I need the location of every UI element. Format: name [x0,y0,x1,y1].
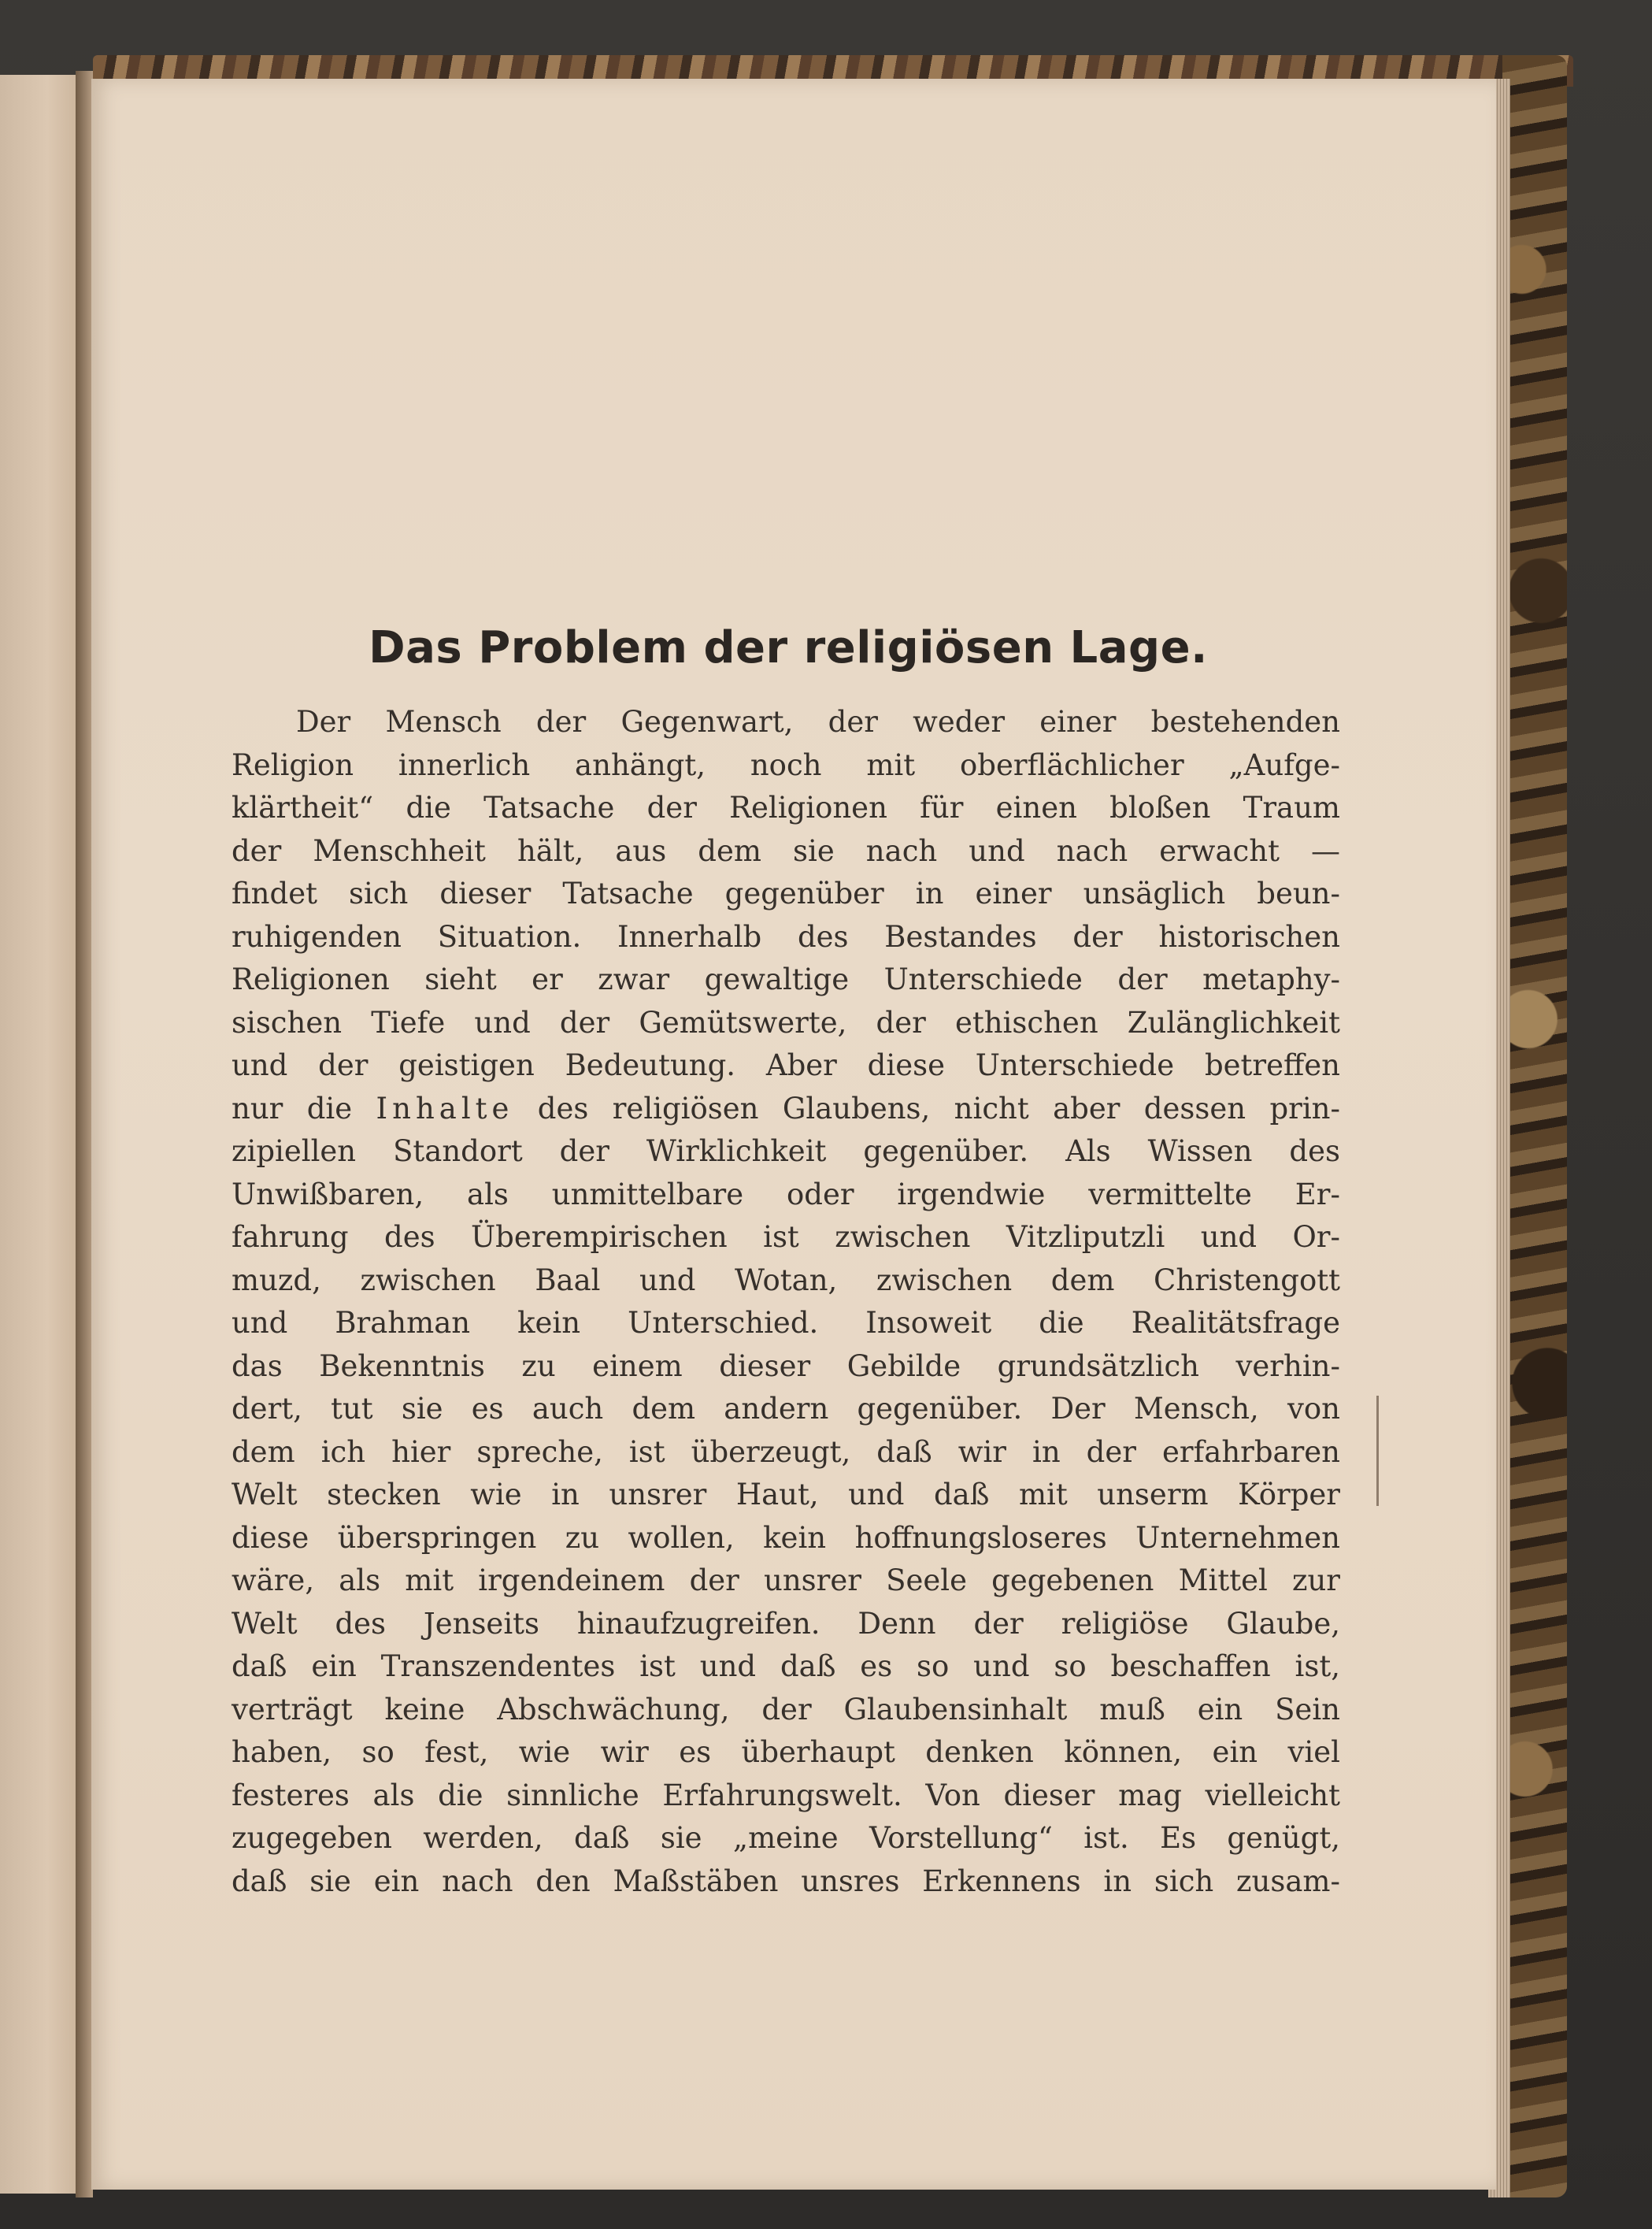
text-segment: nur die [232,1091,376,1126]
binding-gutter [76,71,93,2197]
text-line: muzd, zwischen Baal und Wotan, zwischen dem Christengott [232,1263,1340,1297]
text-segment: des religiösen Glaubens, nicht aber dessen prin- [513,1091,1340,1126]
text-line: fahrung des Überempirischen ist zwischen Vitzliputzli und Or- [232,1220,1340,1254]
text-line: daß sie ein nach den Maßstäben unsres Erkennens in sich zusam- [232,1864,1340,1898]
margin-pencil-mark [1376,1396,1379,1506]
text-line: Religion innerlich anhängt, noch mit oberflächlicher „Aufge- [232,747,1340,782]
text-line: festeres als die sinnliche Erfahrungswelt. Von dieser mag vielleicht [232,1778,1340,1812]
text-line: der Menschheit hält, aus dem sie nach und nach erwacht — [232,833,1340,868]
book-cover-marbled-edge [1502,55,1567,2197]
text-line: ruhigenden Situation. Innerhalb des Bestandes der historischen [232,919,1340,954]
body-text [232,701,1340,1903]
text-line-emphasis [232,1088,1340,1131]
text-line: das Bekenntnis zu einem dieser Gebilde grundsätzlich verhin- [232,1348,1340,1383]
text-line: und der geistigen Bedeutung. Aber diese Unterschiede betreffen [232,1048,1340,1082]
text-line: und Brahman kein Unterschied. Insoweit die Realitätsfrage [232,1306,1340,1340]
chapter-title: Das Problem der religiösen Lage. [369,622,1208,673]
text-line: Unwißbaren, als unmittelbare oder irgendwie vermittelte Er- [232,1177,1340,1211]
text-line: Der Mensch der Gegenwart, der weder einer bestehenden [296,705,1340,739]
text-line: findet sich dieser Tatsache gegenüber in einer unsäglich beun- [232,877,1340,911]
left-facing-page [0,75,80,2194]
emphasized-word: Inhalte [376,1091,514,1126]
text-line: haben, so fest, wie wir es überhaupt denken können, ein viel [232,1735,1340,1769]
text-line: wäre, als mit irgendeinem der unsrer Seele gegebenen Mittel zur [232,1563,1340,1597]
book-page [91,79,1496,2190]
text-line: dem ich hier spreche, ist überzeugt, daß wir in der erfahrbaren [232,1434,1340,1469]
text-line: zugegeben werden, daß sie „meine Vorstellung“ ist. Es genügt, [232,1821,1340,1855]
text-line: Welt stecken wie in unsrer Haut, und daß mit unserm Körper [232,1478,1340,1511]
text-line: dert, tut sie es auch dem andern gegenüber. Der Mensch, von [232,1392,1340,1426]
text-line: klärtheit“ die Tatsache der Religionen für einen bloßen Traum [232,791,1340,825]
text-line: sischen Tiefe und der Gemütswerte, der ethischen Zulänglichkeit [232,1005,1340,1040]
text-line: verträgt keine Abschwächung, der Glaubensinhalt muß ein Sein [232,1692,1340,1726]
text-line: daß ein Transzendentes ist und daß es so und so beschaffen ist, [232,1649,1340,1683]
text-line: diese überspringen zu wollen, kein hoffnungsloseres Unternehmen [232,1520,1340,1555]
text-line: Welt des Jenseits hinaufzugreifen. Denn der religiöse Glaube, [232,1606,1340,1641]
text-line: zipiellen Standort der Wirklichkeit gegenüber. Als Wissen des [232,1134,1340,1168]
text-line: Religionen sieht er zwar gewaltige Unterschiede der metaphy- [232,962,1340,996]
